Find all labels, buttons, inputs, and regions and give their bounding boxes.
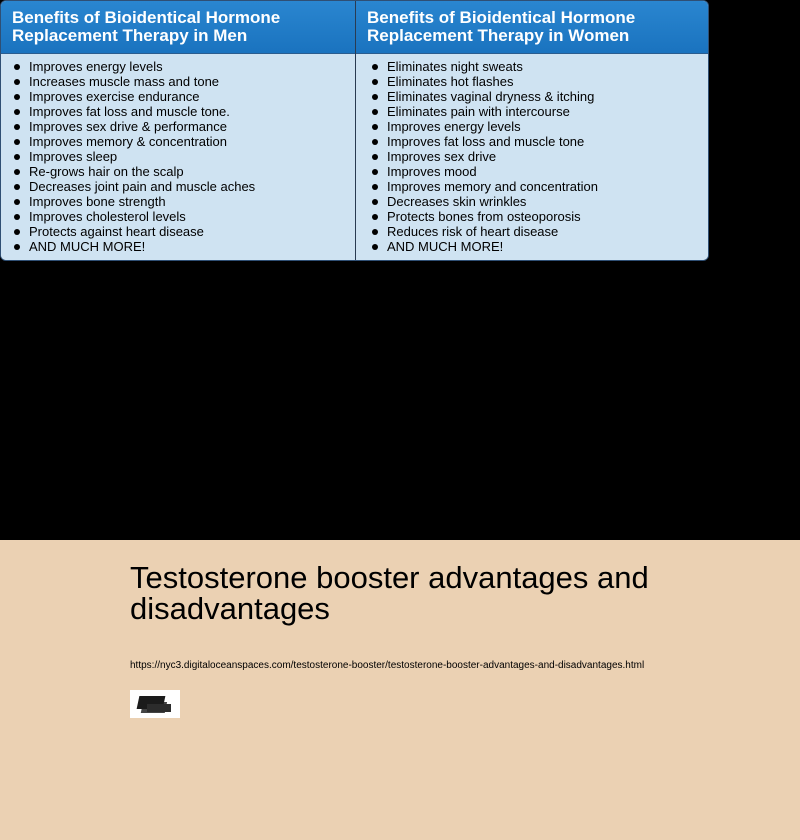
list-item: Improves fat loss and muscle tone [356, 134, 708, 149]
women-benefits-column [356, 1, 708, 260]
article-url-link[interactable]: https://nyc3.digitaloceanspaces.com/testosterone-booster/testosterone-booster-advantages-and-disadvantages.html [130, 660, 645, 671]
list-item: Improves sex drive [356, 149, 708, 164]
list-item: Eliminates hot flashes [356, 74, 708, 89]
list-item: Improves sex drive & performance [1, 119, 355, 134]
list-item: Improves sleep [1, 149, 355, 164]
men-benefits-heading: Benefits of Bioidentical Hormone Replacement Therapy in Men [1, 1, 355, 54]
list-item: Improves mood [356, 164, 708, 179]
list-item: Improves exercise endurance [1, 89, 355, 104]
list-item: Eliminates night sweats [356, 59, 708, 74]
box-base-icon [147, 704, 171, 712]
list-item: Improves energy levels [356, 119, 708, 134]
list-item: Improves memory and concentration [356, 179, 708, 194]
benefits-table [0, 0, 709, 261]
list-item: Re-grows hair on the scalp [1, 164, 355, 179]
product-box-thumbnail-icon[interactable] [130, 690, 180, 718]
list-item: Protects against heart disease [1, 224, 355, 239]
men-benefits-list [1, 54, 355, 260]
list-item: Improves fat loss and muscle tone. [1, 104, 355, 119]
women-benefits-list [356, 54, 708, 260]
list-item: Improves memory & concentration [1, 134, 355, 149]
list-item: Eliminates pain with intercourse [356, 104, 708, 119]
list-item: Improves cholesterol levels [1, 209, 355, 224]
list-item: Eliminates vaginal dryness & itching [356, 89, 708, 104]
women-benefits-heading: Benefits of Bioidentical Hormone Replacement Therapy in Women [356, 1, 708, 54]
list-item: Protects bones from osteoporosis [356, 209, 708, 224]
list-item: Decreases joint pain and muscle aches [1, 179, 355, 194]
list-item: Improves energy levels [1, 59, 355, 74]
list-item: Decreases skin wrinkles [356, 194, 708, 209]
article-info-panel [0, 540, 800, 840]
men-benefits-column [1, 1, 356, 260]
list-item: Increases muscle mass and tone [1, 74, 355, 89]
list-item: Improves bone strength [1, 194, 355, 209]
list-item: AND MUCH MORE! [1, 239, 355, 254]
list-item: AND MUCH MORE! [356, 239, 708, 254]
page-title: Testosterone booster advantages and disadvantages [130, 560, 649, 626]
list-item: Reduces risk of heart disease [356, 224, 708, 239]
